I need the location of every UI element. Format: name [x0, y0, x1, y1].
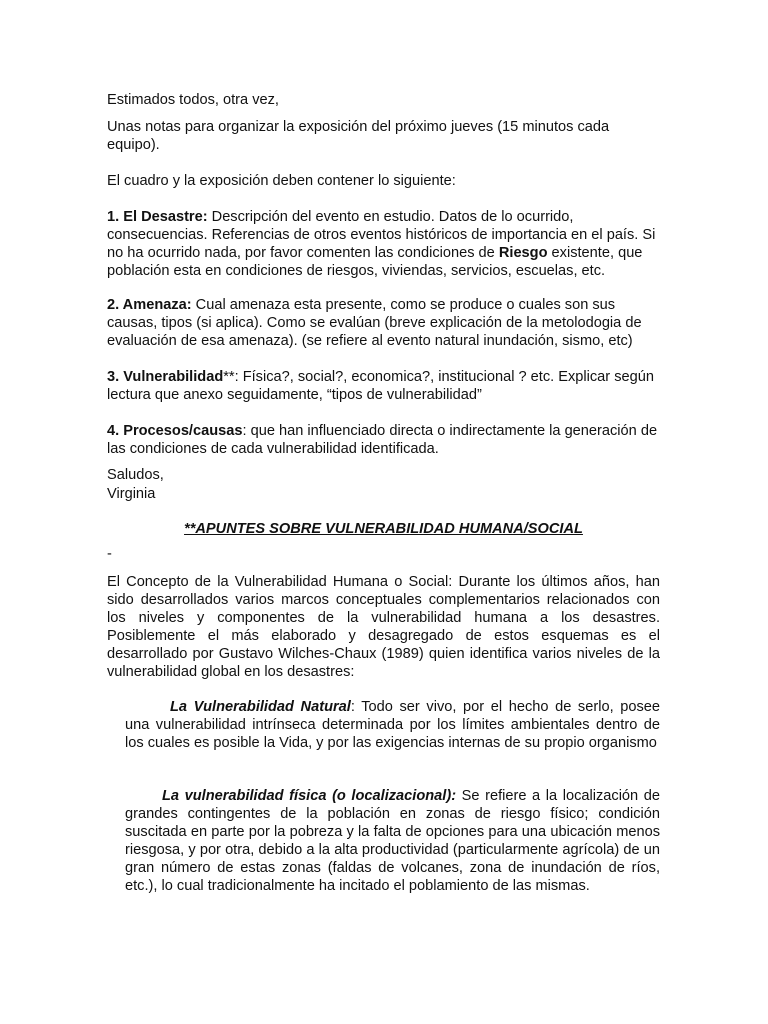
vulnerabilidad-natural-text: : Todo ser vivo, por el hecho de serlo, posee una vulnerabilidad intrínseca determinada por los límites ambientales dentro de los cuales es posible la Vida, y por las exigencias internas de su propio organismo	[125, 699, 660, 751]
vulnerabilidad-fisica-text: Se refiere a la localización de grandes contingentes de la población en zonas de riesgo físico; condición suscitada en parte por la pobreza y la falta de opciones para una ubicación menos riesgosa, y por otra, debido a la alta productividad (particularmente agrícola) de un gran número de estas zonas (faldas de volcanes, zona de inundación de ríos, etc.), lo cual tradicionalmente ha incitado el poblamiento de las mismas.	[125, 788, 660, 894]
item-desastre-text-a: Descripción del evento en estudio. Datos de lo ocurrido, consecuencias. Referencias de otros eventos históricos de importancia en el país. Si no ha ocurrido nada, por favor comenten las condiciones de	[107, 209, 656, 261]
vulnerabilidad-natural-label: La Vulnerabilidad Natural	[170, 699, 351, 715]
concept-paragraph: El Concepto de la Vulnerabilidad Humana o Social: Durante los últimos años, han sido desarrollados varios marcos conceptuales complementarios relacionados con los niveles y componentes de la vulnerabilidad humana a los desastres. Posiblemente el más elaborado y desagregado de estos esquemas es el desarrollado por Gustavo Wilches-Chaux (1989) quien identifica varios niveles de la vulnerabilidad global en los desastres:	[107, 574, 660, 680]
vulnerabilidad-fisica-paragraph	[125, 787, 660, 895]
content-line: El cuadro y la exposición deben contener lo siguiente:	[107, 173, 456, 189]
item-amenaza-label: 2. Amenaza:	[107, 297, 192, 313]
item-procesos-label: 4. Procesos/causas	[107, 423, 243, 439]
item-vulnerabilidad-label: 3. Vulnerabilidad	[107, 369, 224, 385]
section-title: **APUNTES SOBRE VULNERABILIDAD HUMANA/SOCIAL	[184, 521, 583, 537]
dash: -	[107, 546, 112, 562]
closing: Saludos,	[107, 467, 164, 483]
greeting: Estimados todos, otra vez,	[107, 92, 279, 108]
item-desastre-riesgo: Riesgo	[498, 245, 548, 261]
vulnerabilidad-fisica-label: La vulnerabilidad física (o localizacional):	[162, 788, 457, 804]
vulnerabilidad-natural-paragraph	[125, 698, 660, 752]
item-desastre-text-b: existente, que población esta en condiciones de riesgos, viviendas, servicios, escuelas, etc.	[107, 245, 643, 279]
item-desastre	[107, 208, 660, 280]
item-procesos-text: : que han influenciado directa o indirectamente la generación de las condiciones de cada vulnerabilidad identificada.	[107, 423, 658, 457]
item-vulnerabilidad	[107, 368, 660, 404]
item-procesos	[107, 422, 660, 458]
item-desastre-label: 1. El Desastre:	[107, 209, 208, 225]
signature: Virginia	[107, 486, 156, 502]
item-vulnerabilidad-text: **: Física?, social?, economica?, institucional ? etc. Explicar según lectura que anexo seguidamente, “tipos de vulnerabilidad”	[107, 369, 654, 403]
item-amenaza-text: Cual amenaza esta presente, como se produce o cuales son sus causas, tipos (si aplica). Como se evalúan (breve explicación de la metolodogia de evaluación de esa amenaza). (se refiere al evento natural inundación, sismo, etc)	[107, 297, 642, 349]
intro-paragraph: Unas notas para organizar la exposición del próximo jueves (15 minutos cada equipo).	[107, 119, 610, 153]
item-amenaza	[107, 296, 660, 350]
